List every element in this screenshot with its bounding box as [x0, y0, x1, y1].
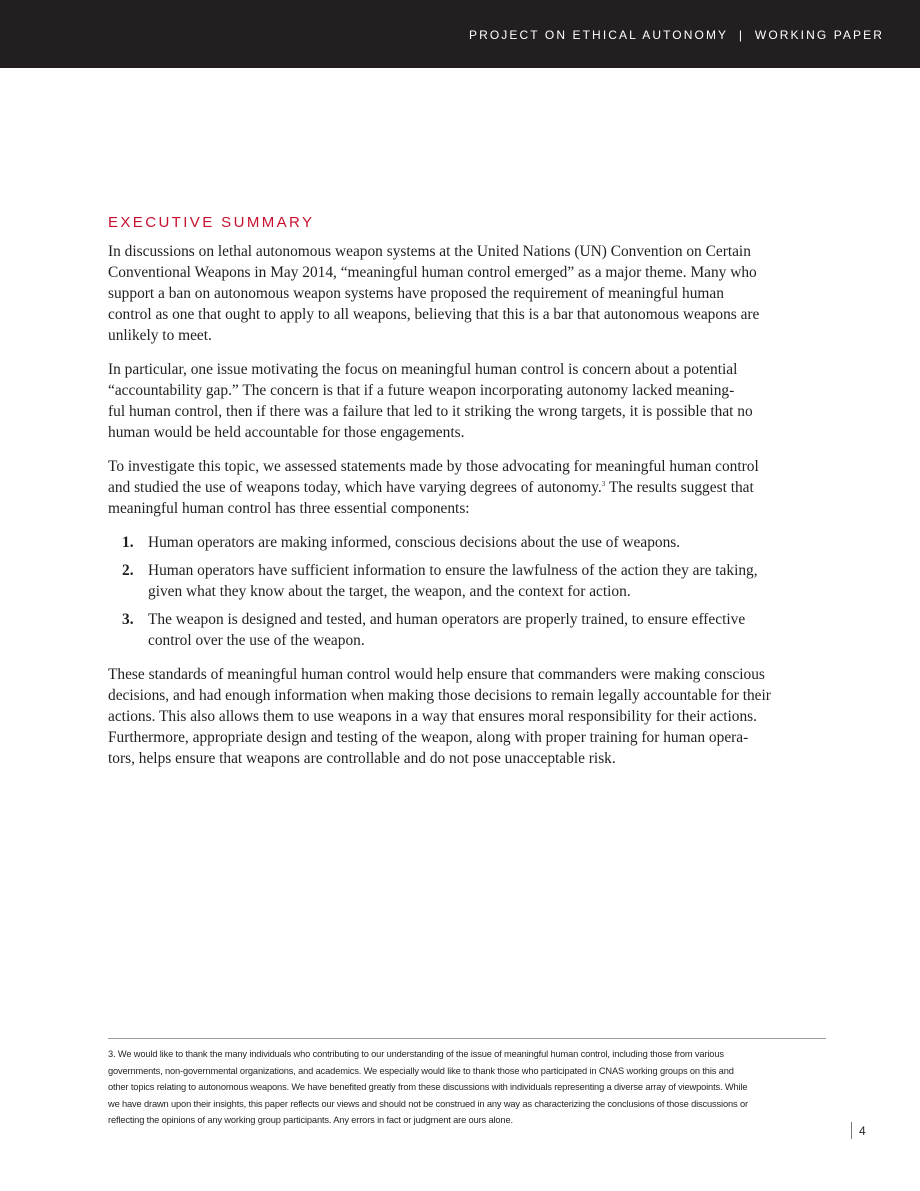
- text-line: Human operators are making informed, conscious decisions about the use of weapons.: [148, 534, 681, 551]
- text-line: In particular, one issue motivating the focus on meaningful human control is concern about a potential: [108, 361, 738, 378]
- page-number-divider: [851, 1122, 852, 1139]
- list-number: 2.: [122, 562, 134, 579]
- text-line: actions. This also allows them to use weapons in a way that ensures moral responsibility for their actions.: [108, 708, 757, 725]
- text-line: control over the use of the weapon.: [148, 632, 365, 649]
- text-segment: The results suggest that: [605, 479, 754, 496]
- text-segment: and studied the use of weapons today, which have varying degrees of autonomy.: [108, 479, 602, 496]
- footnote-line: we have drawn upon their insights, this paper reflects our views and should not be construed in any way as characterizing the conclusions of those discussions or: [108, 1098, 748, 1109]
- running-header: [469, 28, 884, 42]
- text-line: Human operators have sufficient information to ensure the lawfulness of the action they are taking,: [148, 562, 758, 579]
- list-number: 1.: [122, 534, 134, 551]
- paragraph-accountability: [108, 359, 828, 443]
- footnote-line: reflecting the opinions of any working group participants. Any errors in fact or judgment are ours alone.: [108, 1115, 513, 1125]
- text-line: human would be held accountable for those engagements.: [108, 424, 465, 441]
- header-separator: |: [738, 28, 745, 42]
- paragraph-intro: [108, 241, 828, 346]
- header-subtitle: WORKING PAPER: [754, 28, 884, 42]
- text-line: In discussions on lethal autonomous weapon systems at the United Nations (UN) Convention on Certain: [108, 243, 751, 260]
- paragraph-investigation: [108, 456, 828, 519]
- footnote-line: governments, non-governmental organizations, and academics. We especially would like to thank those who participated in CNAS working groups on this and: [108, 1065, 734, 1076]
- header-bar: [0, 0, 920, 68]
- components-list: [108, 532, 828, 651]
- text-line: given what they know about the target, the weapon, and the context for action.: [148, 583, 631, 600]
- list-item: [108, 532, 828, 553]
- main-content: [108, 214, 828, 782]
- text-line: tors, helps ensure that weapons are controllable and do not pose unacceptable risk.: [108, 750, 616, 767]
- footnote-reference[interactable]: 3: [601, 480, 606, 488]
- footnote-line: other topics relating to autonomous weapons. We have benefited greatly from these discussions with individuals representing a diverse array of viewpoints. While: [108, 1082, 748, 1092]
- page-number: 4: [859, 1124, 866, 1138]
- footnote-line: 3. We would like to thank the many individuals who contributing to our understanding of the issue of meaningful human control, including those from various: [108, 1049, 724, 1059]
- text-line: unlikely to meet.: [108, 327, 212, 344]
- section-title: EXECUTIVE SUMMARY: [108, 214, 315, 231]
- text-line: Furthermore, appropriate design and testing of the weapon, along with proper training for human opera-: [108, 729, 749, 746]
- text-line: Conventional Weapons in May 2014, “meaningful human control emerged” as a major theme. Many who: [108, 264, 757, 281]
- text-line: To investigate this topic, we assessed statements made by those advocating for meaningful human control: [108, 458, 759, 475]
- text-line: ful human control, then if there was a failure that led to it striking the wrong targets, it is possible that no: [108, 403, 753, 420]
- list-number: 3.: [122, 611, 134, 628]
- text-line: [108, 477, 828, 498]
- header-title: PROJECT ON ETHICAL AUTONOMY: [468, 28, 728, 42]
- text-line: The weapon is designed and tested, and human operators are properly trained, to ensure effective: [148, 611, 746, 628]
- footnote: [108, 1046, 828, 1129]
- text-line: support a ban on autonomous weapon systems have proposed the requirement of meaningful human: [108, 285, 724, 302]
- list-item: [108, 609, 828, 651]
- text-line: control as one that ought to apply to all weapons, believing that this is a bar that autonomous weapons are: [108, 306, 760, 323]
- text-line: meaningful human control has three essential components:: [108, 500, 470, 517]
- text-line: “accountability gap.” The concern is that if a future weapon incorporating autonomy lacked meaning-: [108, 382, 735, 399]
- text-line: decisions, and had enough information when making those decisions to remain legally accountable for their: [108, 687, 771, 704]
- footnote-divider: [108, 1038, 826, 1039]
- list-item: [108, 560, 828, 602]
- text-line: These standards of meaningful human control would help ensure that commanders were making conscious: [108, 666, 765, 683]
- paragraph-standards: [108, 664, 828, 769]
